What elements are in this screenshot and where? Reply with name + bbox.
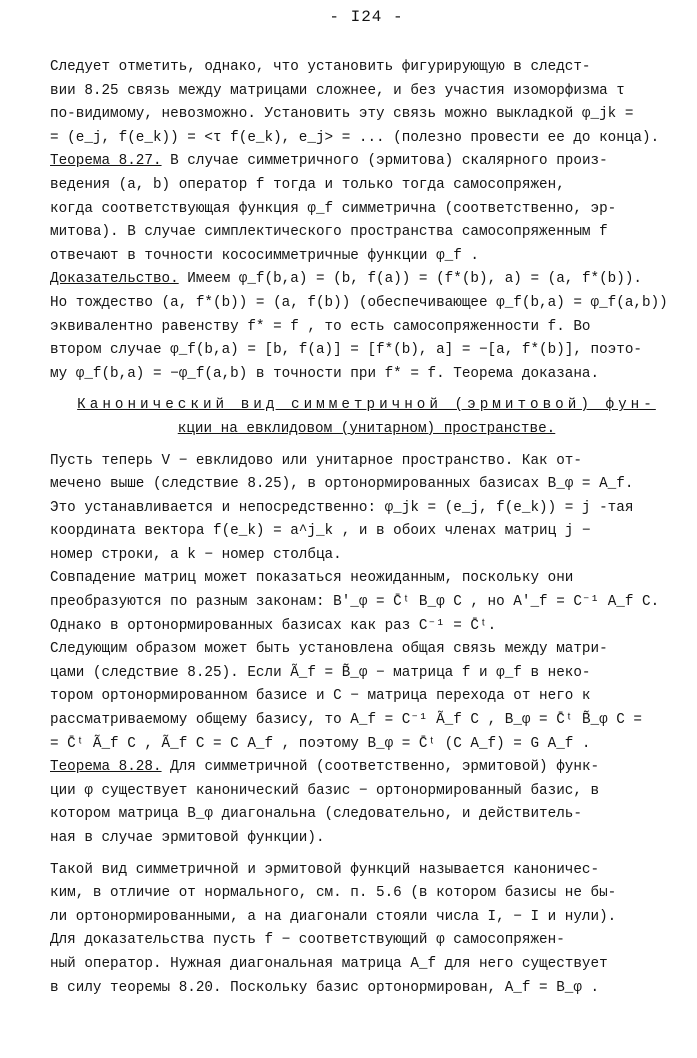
paragraph-line: ли ортонормированными, а на диагонали стояли числа I, − I и нули).	[50, 908, 617, 925]
section-heading-line: Канонический вид симметричной (эрмитовой) фун-	[77, 397, 656, 414]
paragraph-line: котором матрица B_φ диагональна (следовательно, и действитель-	[50, 806, 582, 823]
proof-label: Доказательство.	[50, 271, 179, 288]
paragraph-line: преобразуются по разным законам: B'_φ = C̄ᵗ B_φ C , но A'_f = C⁻¹ A_f C.	[50, 594, 660, 611]
theorem-8-28	[50, 756, 683, 850]
paragraph-line: Это устанавливается и непосредственно: φ_jk = (e_j, f(e_k)) = j -тая	[50, 499, 634, 516]
paragraph-line: = (e_j, f(e_k)) = <τ f(e_k), e_j> = ... (полезно провести ее до конца).	[50, 129, 660, 146]
paragraph-line: Для доказательства пусть f − соответствующий φ самосопряжен-	[50, 932, 565, 949]
paragraph-line: Однако в ортонормированных базисах как раз C⁻¹ = C̄ᵗ.	[50, 617, 497, 634]
paragraph-line: номер строки, а k − номер столбца.	[50, 546, 342, 563]
paragraph-line: когда соответствующая функция φ_f симметрична (соответственно, эр-	[50, 200, 617, 217]
paragraph-line: Но тождество (a, f*(b)) = (a, f(b)) (обеспечивающее φ_f(b,a) = φ_f(a,b))	[50, 294, 668, 311]
paragraph-line: ная в случае эрмитовой функции).	[50, 830, 325, 846]
paragraph-line: ведения (a, b) оператор f тогда и только тогда самосопряжен,	[50, 176, 565, 193]
paragraph-line: ким, в отличие от нормального, см. п. 5.6 (в котором базисы не бы-	[50, 885, 617, 902]
theorem-text: В случае симметричного (эрмитова) скалярного произ-	[161, 153, 608, 170]
paragraph-line: Совпадение матриц может показаться неожиданным, поскольку они	[50, 570, 574, 587]
paragraph-line: эквивалентно равенству f* = f , то есть самосопряженности f. Во	[50, 318, 591, 335]
proof-text: Имеем φ_f(b,a) = (b, f(a)) = (f*(b), a) = (a, f*(b)).	[178, 271, 642, 288]
paragraph	[50, 859, 683, 930]
paragraph-line: Следует отметить, однако, что установить фигурирующую в следст-	[50, 59, 591, 75]
paragraph-line: отвечают в точности кососимметричные функции φ_f .	[50, 247, 479, 264]
paragraph	[50, 450, 683, 568]
paragraph-line: ный оператор. Нужная диагональная матрица A_f для него существует	[50, 955, 608, 972]
paragraph-line: митова). В случае симплектического пространства самосопряженным f	[50, 224, 608, 241]
section-heading-line: кции на евклидовом (унитарном) пространстве.	[177, 420, 556, 437]
theorem-label: Теорема 8.28.	[50, 759, 162, 776]
paragraph-line: втором случае φ_f(b,a) = [b, f(a)] = [f*(b), a] = −[a, f*(b)], поэто-	[50, 342, 642, 359]
paragraph-line: рассматриваемому общему базису, то A_f = C⁻¹ Ã_f C , B_φ = C̄ᵗ B̃_φ C =	[50, 712, 643, 729]
section-heading	[50, 394, 683, 441]
theorem-text: Для симметричной (соответственно, эрмитовой) функ-	[161, 759, 600, 776]
paragraph-line: ции φ существует канонический базис − ортонормированный базис, в	[50, 782, 600, 799]
paragraph	[50, 56, 683, 150]
paragraph-line: координата вектора f(e_k) = a^j_k , и в обоих членах матриц j −	[50, 523, 591, 540]
paragraph-line: Следующим образом может быть установлена общая связь между матри-	[50, 641, 608, 658]
paragraph-line	[50, 756, 683, 780]
paragraph-line: му φ_f(b,a) = −φ_f(a,b) в точности при f* = f. Теорема доказана.	[50, 365, 600, 382]
paragraph-line: тором ортонормированном базисе и C − матрица перехода от него к	[50, 688, 591, 705]
paragraph-line: мечено выше (следствие 8.25), в ортонормированных базисах B_φ = A_f.	[50, 476, 634, 493]
paragraph-line	[50, 268, 683, 292]
paragraph	[50, 567, 683, 638]
spacer	[50, 851, 683, 859]
theorem-label: Теорема 8.27.	[50, 153, 162, 170]
paragraph-line: = C̄ᵗ Ã_f C , Ã_f C = C A_f , поэтому B_φ = C̄ᵗ (C A_f) = G A_f .	[50, 735, 591, 752]
paragraph-line: цами (следствие 8.25). Если Ã_f = B̃_φ − матрица f и φ_f в неко-	[50, 664, 591, 681]
paragraph	[50, 929, 683, 1000]
theorem-8-27	[50, 150, 683, 268]
paragraph-line	[50, 150, 683, 174]
page-number: - I24 -	[329, 8, 404, 26]
paragraph-line: Пусть теперь V − евклидово или унитарное пространство. Как от-	[50, 452, 582, 469]
paragraph-line: по-видимому, невозможно. Установить эту связь можно выкладкой φ_jk =	[50, 106, 634, 123]
proof	[50, 268, 683, 386]
paragraph	[50, 638, 683, 756]
paragraph-line: в силу теоремы 8.20. Поскольку базис ортонормирован, A_f = B_φ .	[50, 979, 600, 996]
paragraph-line: Такой вид симметричной и эрмитовой функций называется каноничес-	[50, 861, 600, 878]
paragraph-line: вии 8.25 связь между матрицами сложнее, и без участия изоморфизма τ	[50, 82, 625, 99]
